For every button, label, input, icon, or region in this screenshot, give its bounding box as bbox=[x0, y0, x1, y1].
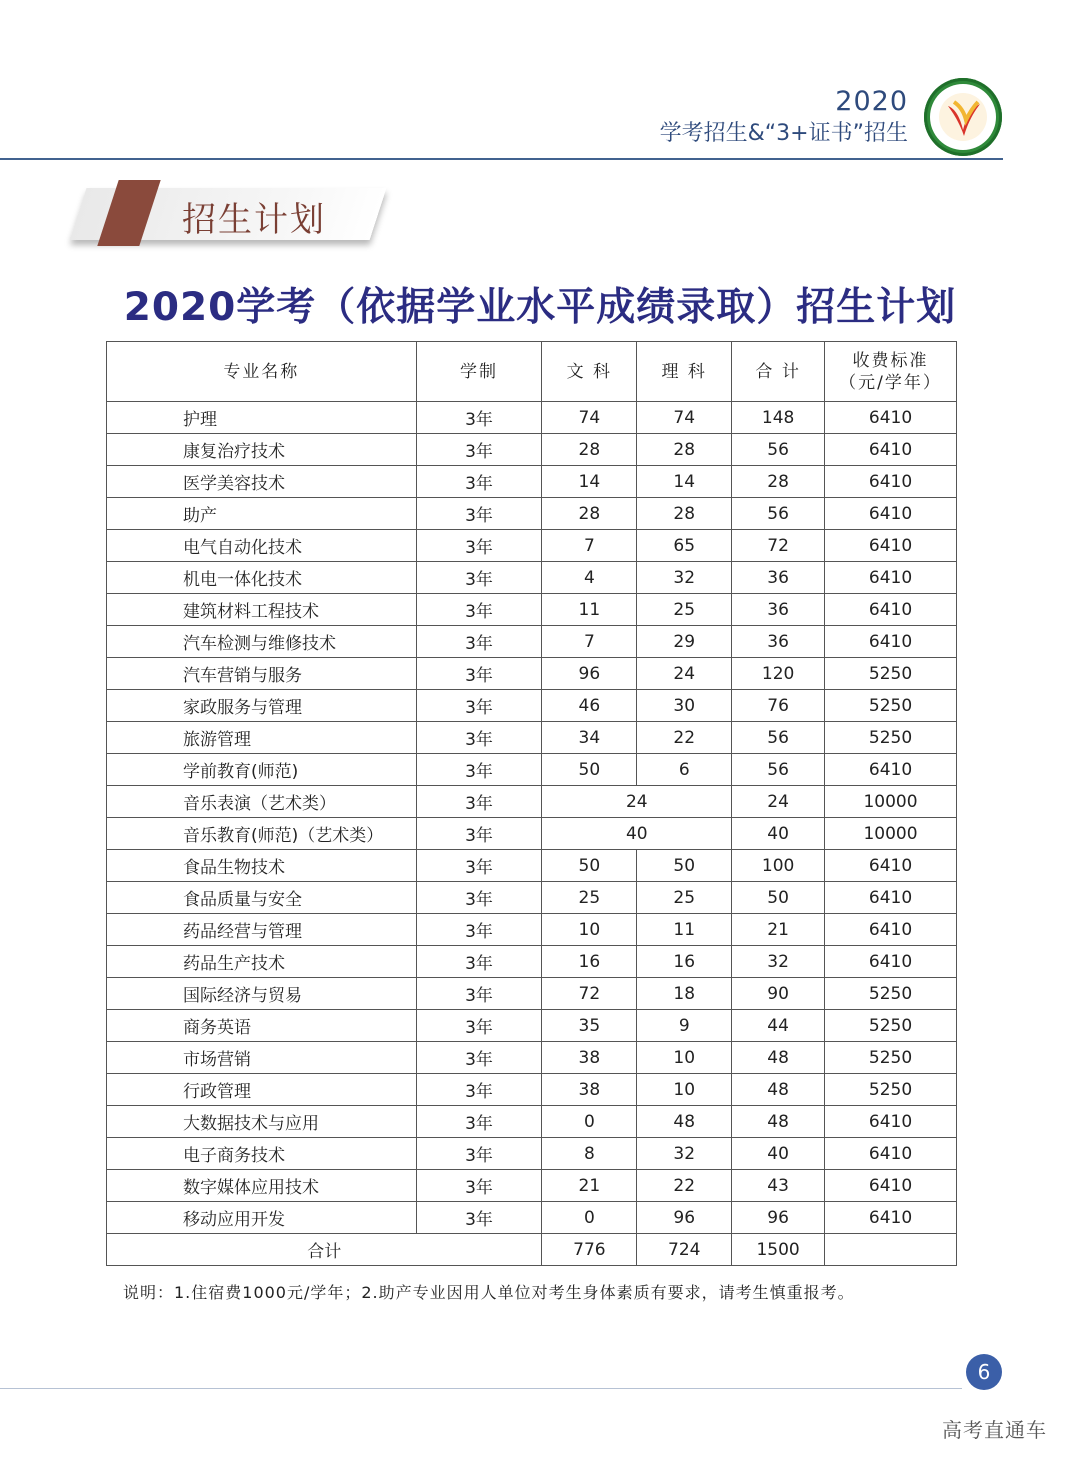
table-row bbox=[107, 434, 957, 466]
cell-total: 72 bbox=[732, 530, 825, 562]
cell-arts: 7 bbox=[542, 530, 637, 562]
cell-science: 25 bbox=[637, 594, 732, 626]
cell-science: 10 bbox=[637, 1042, 732, 1074]
cell-duration: 3年 bbox=[416, 786, 542, 818]
cell-major: 家政服务与管理 bbox=[107, 690, 417, 722]
cell-major: 食品质量与安全 bbox=[107, 882, 417, 914]
cell-arts: 28 bbox=[542, 434, 637, 466]
cell-duration: 3年 bbox=[416, 1138, 542, 1170]
cell-duration: 3年 bbox=[416, 722, 542, 754]
cell-major: 医学美容技术 bbox=[107, 466, 417, 498]
section-title: 招生计划 bbox=[182, 200, 326, 240]
page-number: 6 bbox=[966, 1354, 1002, 1390]
cell-total: 56 bbox=[732, 754, 825, 786]
cell-arts: 8 bbox=[542, 1138, 637, 1170]
table-row bbox=[107, 1170, 957, 1202]
cell-major: 学前教育(师范) bbox=[107, 754, 417, 786]
cell-duration: 3年 bbox=[416, 626, 542, 658]
cell-major: 商务英语 bbox=[107, 1010, 417, 1042]
cell-major: 汽车营销与服务 bbox=[107, 658, 417, 690]
cell-fee: 6410 bbox=[825, 882, 957, 914]
cell-science: 32 bbox=[637, 1138, 732, 1170]
cell-fee: 6410 bbox=[825, 626, 957, 658]
cell-total: 36 bbox=[732, 626, 825, 658]
cell-fee: 10000 bbox=[825, 818, 957, 850]
cell-fee: 10000 bbox=[825, 786, 957, 818]
table-row bbox=[107, 1138, 957, 1170]
cell-duration: 3年 bbox=[416, 850, 542, 882]
cell-fee: 6410 bbox=[825, 562, 957, 594]
cell-major: 康复治疗技术 bbox=[107, 434, 417, 466]
header-divider bbox=[0, 158, 1003, 160]
table-row bbox=[107, 562, 957, 594]
cell-duration: 3年 bbox=[416, 946, 542, 978]
header-major: 专业名称 bbox=[107, 342, 417, 402]
cell-duration: 3年 bbox=[416, 530, 542, 562]
cell-fee: 5250 bbox=[825, 722, 957, 754]
total-sum: 1500 bbox=[732, 1234, 825, 1266]
cell-fee: 6410 bbox=[825, 1202, 957, 1234]
cell-major: 国际经济与贸易 bbox=[107, 978, 417, 1010]
cell-science: 48 bbox=[637, 1106, 732, 1138]
cell-total: 36 bbox=[732, 562, 825, 594]
cell-major: 移动应用开发 bbox=[107, 1202, 417, 1234]
cell-arts: 0 bbox=[542, 1106, 637, 1138]
cell-science: 24 bbox=[637, 658, 732, 690]
cell-total: 48 bbox=[732, 1042, 825, 1074]
table-row bbox=[107, 530, 957, 562]
header-science: 理 科 bbox=[637, 342, 732, 402]
cell-fee: 6410 bbox=[825, 850, 957, 882]
college-logo bbox=[924, 78, 1002, 156]
table-row bbox=[107, 850, 957, 882]
cell-duration: 3年 bbox=[416, 498, 542, 530]
cell-science: 25 bbox=[637, 882, 732, 914]
header-arts: 文 科 bbox=[542, 342, 637, 402]
cell-arts: 4 bbox=[542, 562, 637, 594]
cell-science: 6 bbox=[637, 754, 732, 786]
header-fee-line1: 收费标准 bbox=[852, 350, 929, 371]
cell-arts: 25 bbox=[542, 882, 637, 914]
cell-science: 29 bbox=[637, 626, 732, 658]
cell-arts: 0 bbox=[542, 1202, 637, 1234]
cell-arts: 7 bbox=[542, 626, 637, 658]
brochure-year: 2020 bbox=[835, 86, 908, 117]
cell-total: 43 bbox=[732, 1170, 825, 1202]
cell-total: 100 bbox=[732, 850, 825, 882]
table-row bbox=[107, 1074, 957, 1106]
table-row bbox=[107, 1106, 957, 1138]
cell-major: 食品生物技术 bbox=[107, 850, 417, 882]
table-row bbox=[107, 498, 957, 530]
cell-fee: 6410 bbox=[825, 1138, 957, 1170]
header-duration: 学制 bbox=[416, 342, 542, 402]
cell-arts: 50 bbox=[542, 754, 637, 786]
cell-duration: 3年 bbox=[416, 914, 542, 946]
table-row bbox=[107, 722, 957, 754]
total-label: 合计 bbox=[107, 1234, 542, 1266]
cell-science: 96 bbox=[637, 1202, 732, 1234]
table-row bbox=[107, 626, 957, 658]
cell-major: 市场营销 bbox=[107, 1042, 417, 1074]
cell-major: 药品生产技术 bbox=[107, 946, 417, 978]
cell-major: 汽车检测与维修技术 bbox=[107, 626, 417, 658]
table-row bbox=[107, 1010, 957, 1042]
cell-arts: 46 bbox=[542, 690, 637, 722]
cell-total: 90 bbox=[732, 978, 825, 1010]
cell-science: 74 bbox=[637, 402, 732, 434]
table-row bbox=[107, 594, 957, 626]
cell-arts: 34 bbox=[542, 722, 637, 754]
cell-fee: 6410 bbox=[825, 1106, 957, 1138]
cell-arts: 35 bbox=[542, 1010, 637, 1042]
cell-total: 28 bbox=[732, 466, 825, 498]
cell-duration: 3年 bbox=[416, 818, 542, 850]
cell-fee: 5250 bbox=[825, 658, 957, 690]
cell-fee: 6410 bbox=[825, 402, 957, 434]
cell-science: 18 bbox=[637, 978, 732, 1010]
cell-duration: 3年 bbox=[416, 594, 542, 626]
cell-total: 32 bbox=[732, 946, 825, 978]
cell-science: 28 bbox=[637, 434, 732, 466]
cell-duration: 3年 bbox=[416, 466, 542, 498]
cell-major: 机电一体化技术 bbox=[107, 562, 417, 594]
cell-fee: 6410 bbox=[825, 498, 957, 530]
table-total-row bbox=[107, 1234, 957, 1266]
cell-total: 48 bbox=[732, 1074, 825, 1106]
cell-total: 50 bbox=[732, 882, 825, 914]
cell-total: 56 bbox=[732, 434, 825, 466]
cell-fee: 6410 bbox=[825, 530, 957, 562]
page-title: 2020学考（依据学业水平成绩录取）招生计划 bbox=[123, 285, 957, 330]
cell-duration: 3年 bbox=[416, 1170, 542, 1202]
table-row bbox=[107, 882, 957, 914]
watermark: 高考直通车 bbox=[942, 1418, 1047, 1442]
table-row bbox=[107, 1202, 957, 1234]
cell-fee: 6410 bbox=[825, 914, 957, 946]
cell-fee: 6410 bbox=[825, 1170, 957, 1202]
cell-arts: 28 bbox=[542, 498, 637, 530]
cell-science: 50 bbox=[637, 850, 732, 882]
cell-total: 56 bbox=[732, 722, 825, 754]
cell-major: 旅游管理 bbox=[107, 722, 417, 754]
table-row bbox=[107, 946, 957, 978]
table-row bbox=[107, 466, 957, 498]
table-row bbox=[107, 690, 957, 722]
table-row bbox=[107, 402, 957, 434]
cell-total: 40 bbox=[732, 1138, 825, 1170]
cell-major: 助产 bbox=[107, 498, 417, 530]
cell-total: 48 bbox=[732, 1106, 825, 1138]
cell-total: 120 bbox=[732, 658, 825, 690]
cell-fee: 5250 bbox=[825, 1010, 957, 1042]
total-arts: 776 bbox=[542, 1234, 637, 1266]
cell-total: 76 bbox=[732, 690, 825, 722]
cell-total: 36 bbox=[732, 594, 825, 626]
cell-arts: 38 bbox=[542, 1074, 637, 1106]
cell-major: 音乐表演（艺术类） bbox=[107, 786, 417, 818]
cell-arts-science-combined: 24 bbox=[542, 786, 732, 818]
cell-major: 建筑材料工程技术 bbox=[107, 594, 417, 626]
cell-duration: 3年 bbox=[416, 1202, 542, 1234]
cell-duration: 3年 bbox=[416, 978, 542, 1010]
cell-science: 11 bbox=[637, 914, 732, 946]
cell-arts: 72 bbox=[542, 978, 637, 1010]
cell-duration: 3年 bbox=[416, 562, 542, 594]
total-science: 724 bbox=[637, 1234, 732, 1266]
cell-fee: 6410 bbox=[825, 466, 957, 498]
brochure-subtitle: 学考招生&“3+证书”招生 bbox=[659, 121, 908, 146]
cell-arts: 10 bbox=[542, 914, 637, 946]
cell-fee: 6410 bbox=[825, 754, 957, 786]
enrollment-plan-table bbox=[106, 341, 957, 1266]
cell-total: 21 bbox=[732, 914, 825, 946]
cell-fee: 5250 bbox=[825, 1074, 957, 1106]
table-row bbox=[107, 754, 957, 786]
footnote: 说明：1.住宿费1000元/学年；2.助产专业因用人单位对考生身体素质有要求，请考生慎重报考。 bbox=[123, 1283, 855, 1302]
cell-science: 16 bbox=[637, 946, 732, 978]
table-header-row bbox=[107, 342, 957, 402]
table-row bbox=[107, 818, 957, 850]
cell-total: 40 bbox=[732, 818, 825, 850]
cell-duration: 3年 bbox=[416, 1074, 542, 1106]
cell-duration: 3年 bbox=[416, 1042, 542, 1074]
cell-duration: 3年 bbox=[416, 434, 542, 466]
cell-arts: 74 bbox=[542, 402, 637, 434]
cell-total: 148 bbox=[732, 402, 825, 434]
cell-duration: 3年 bbox=[416, 658, 542, 690]
cell-arts: 38 bbox=[542, 1042, 637, 1074]
cell-science: 65 bbox=[637, 530, 732, 562]
cell-major: 行政管理 bbox=[107, 1074, 417, 1106]
cell-fee: 5250 bbox=[825, 978, 957, 1010]
cell-duration: 3年 bbox=[416, 402, 542, 434]
cell-arts-science-combined: 40 bbox=[542, 818, 732, 850]
cell-duration: 3年 bbox=[416, 1010, 542, 1042]
cell-science: 14 bbox=[637, 466, 732, 498]
cell-total: 24 bbox=[732, 786, 825, 818]
college-emblem-icon bbox=[924, 78, 1002, 156]
cell-total: 96 bbox=[732, 1202, 825, 1234]
cell-fee: 6410 bbox=[825, 946, 957, 978]
cell-total: 56 bbox=[732, 498, 825, 530]
header-total: 合 计 bbox=[732, 342, 825, 402]
table-row bbox=[107, 658, 957, 690]
cell-arts: 96 bbox=[542, 658, 637, 690]
section-banner bbox=[78, 180, 388, 246]
cell-science: 28 bbox=[637, 498, 732, 530]
cell-duration: 3年 bbox=[416, 882, 542, 914]
cell-arts: 14 bbox=[542, 466, 637, 498]
cell-total: 44 bbox=[732, 1010, 825, 1042]
cell-duration: 3年 bbox=[416, 754, 542, 786]
cell-arts: 11 bbox=[542, 594, 637, 626]
cell-major: 药品经营与管理 bbox=[107, 914, 417, 946]
cell-major: 音乐教育(师范)（艺术类） bbox=[107, 818, 417, 850]
header-fee-line2: （元/学年） bbox=[839, 372, 942, 393]
cell-science: 9 bbox=[637, 1010, 732, 1042]
cell-science: 10 bbox=[637, 1074, 732, 1106]
cell-science: 32 bbox=[637, 562, 732, 594]
cell-major: 大数据技术与应用 bbox=[107, 1106, 417, 1138]
cell-duration: 3年 bbox=[416, 1106, 542, 1138]
cell-arts: 21 bbox=[542, 1170, 637, 1202]
cell-major: 护理 bbox=[107, 402, 417, 434]
cell-fee: 5250 bbox=[825, 1042, 957, 1074]
cell-arts: 50 bbox=[542, 850, 637, 882]
cell-science: 30 bbox=[637, 690, 732, 722]
cell-duration: 3年 bbox=[416, 690, 542, 722]
table-row bbox=[107, 914, 957, 946]
cell-major: 电气自动化技术 bbox=[107, 530, 417, 562]
cell-major: 电子商务技术 bbox=[107, 1138, 417, 1170]
footer-divider bbox=[0, 1388, 962, 1389]
cell-fee: 6410 bbox=[825, 434, 957, 466]
cell-fee: 5250 bbox=[825, 690, 957, 722]
cell-arts: 16 bbox=[542, 946, 637, 978]
table-row bbox=[107, 1042, 957, 1074]
table-row bbox=[107, 786, 957, 818]
cell-major: 数字媒体应用技术 bbox=[107, 1170, 417, 1202]
table-row bbox=[107, 978, 957, 1010]
cell-science: 22 bbox=[637, 722, 732, 754]
total-fee bbox=[825, 1234, 957, 1266]
cell-fee: 6410 bbox=[825, 594, 957, 626]
header-fee bbox=[825, 342, 957, 402]
cell-science: 22 bbox=[637, 1170, 732, 1202]
